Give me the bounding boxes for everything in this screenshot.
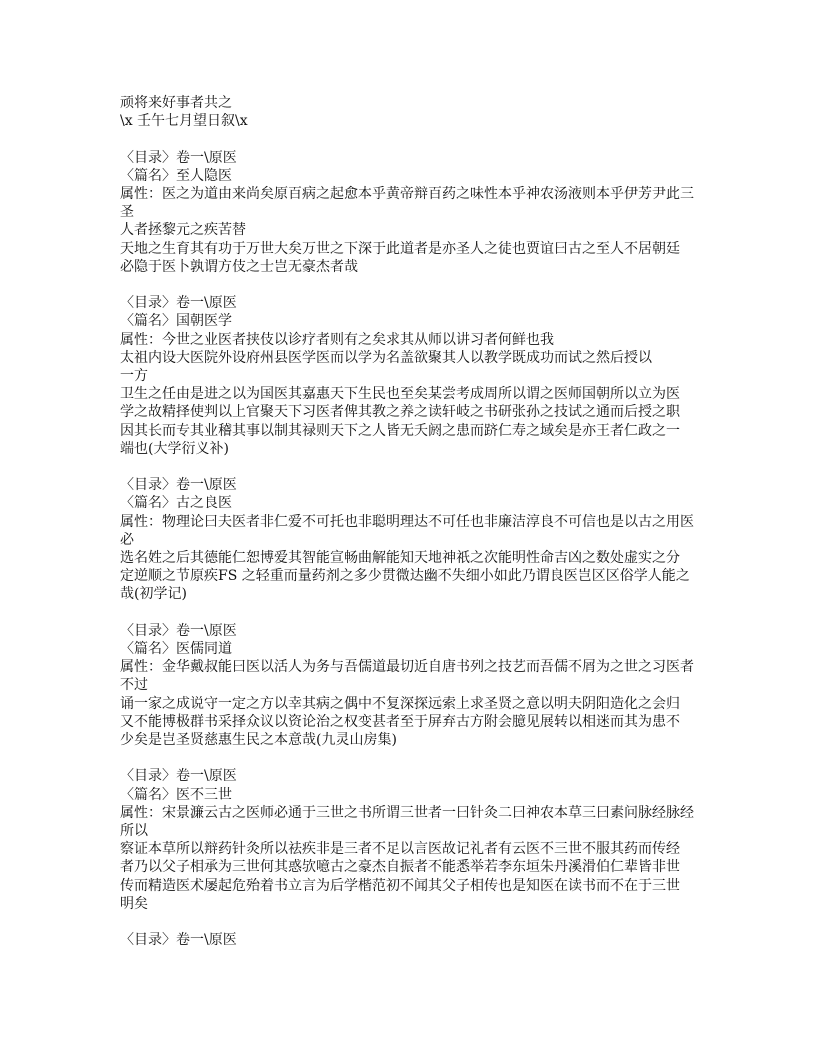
entry-catalog: 〈目录〉卷一\原医 [120, 622, 237, 639]
entry-title: 〈篇名〉至人隐医 [120, 167, 232, 184]
entry-catalog: 〈目录〉卷一\原医 [120, 149, 237, 166]
entry-title: 〈篇名〉国朝医学 [120, 313, 232, 330]
entry-catalog: 〈目录〉卷一\原医 [120, 768, 237, 785]
entry-body-line: 定逆顺之节原疾FS 之轻重而量药剂之多少贯微达幽不失细小如此乃谓良医岂区区俗学人能之 [120, 568, 690, 585]
entry-body-line: 传而精造医术屡起危殆着书立言为后学楷范初不闻其父子相传也是知医在读书而不在于三世 [120, 877, 680, 894]
entry-body-line: 天地之生育其有功于万世大矣万世之下深于此道者是亦圣人之徒也贾谊曰古之至人不居朝廷 [120, 240, 680, 257]
entry-body-line: 者乃以父子相承为三世何其惑欤噫古之豪杰自振者不能悉举若李东垣朱丹溪滑伯仁辈皆非世 [120, 859, 680, 876]
blank-line [120, 913, 720, 931]
entry-body-line: 属性：金华戴叔能曰医以活人为务与吾儒道最切近自唐书列之技艺而吾儒不屑为之世之习医者 [120, 659, 694, 676]
entry-body-line: 又不能博极群书采择众议以资论治之权变甚者至于屏弃古方附会臆见展转以相迷而其为患不 [120, 713, 680, 730]
entry-catalog: 〈目录〉卷一\原医 [120, 295, 237, 312]
entry-body-line: 端也(大学衍义补) [120, 440, 229, 457]
entry-body-line: 少矣是岂圣贤慈惠生民之本意哉(九灵山房集) [120, 732, 397, 749]
entry-title: 〈篇名〉古之良医 [120, 495, 232, 512]
document-page [120, 94, 720, 949]
blank-line [120, 749, 720, 767]
entry-body-line: 属性：医之为道由来尚矣原百病之起愈本乎黄帝辩百药之味性本乎神农汤液则本乎伊芳尹此三 [120, 186, 694, 202]
entry-body-line: 诵一家之成说守一定之方以幸其病之偶中不复深探远索上求圣贤之意以明夫阴阳造化之会归 [120, 695, 680, 712]
entry-catalog: 〈目录〉卷一\原医 [120, 477, 237, 494]
blank-line [120, 276, 720, 294]
entry-body-line: 圣 [120, 204, 134, 221]
blank-line [120, 604, 720, 622]
header-line: \x 壬午七月望日叙\x [120, 113, 248, 130]
entry-body-line: 不过 [120, 677, 148, 694]
entry-title: 〈篇名〉医儒同道 [120, 641, 232, 658]
entry-body-line: 学之故精择使判以上官聚天下习医者俾其教之养之读轩岐之书研张孙之技试之通而后授之职 [120, 404, 680, 421]
entry-title: 〈篇名〉医不三世 [120, 786, 232, 803]
entry-body-line: 属性：宋景濂云古之医师必通于三世之书所谓三世者一曰针灸二曰神农本草三曰素问脉经脉经 [120, 804, 694, 821]
entry-body-line: 所以 [120, 823, 148, 840]
entry-body-line: 必隐于医卜孰谓方伎之士岂无豪杰者哉 [120, 258, 358, 275]
entry-body-line: 属性：物理论曰夫医者非仁爱不可托也非聪明理达不可任也非廉洁淳良不可信也是以古之用医 [120, 513, 694, 530]
entry-body-line: 人者拯黎元之疾苦替 [120, 222, 246, 239]
entry-body-line: 选名姓之后其德能仁恕博爱其智能宣畅曲解能知天地神祇之次能明性命吉凶之数处虚实之分 [120, 550, 680, 567]
entry-body-line: 属性：今世之业医者挟伎以诊疗者则有之矣求其从师以讲习者何鲜也我 [120, 331, 554, 348]
entry-body-line: 太祖内设大医院外设府州县医学医而以学为名盖欲聚其人以教学既成功而试之然后授以 [120, 349, 652, 366]
entry-body-line: 卫生之任由是进之以为国医其嘉惠天下生民也至矣某尝考成周所以谓之医师国朝所以立为医 [120, 386, 680, 403]
entry-body-line: 明矣 [120, 895, 148, 912]
entry-body-line: 一方 [120, 368, 148, 385]
entry-body-line: 必 [120, 531, 134, 548]
entry-body-line: 察证本草所以辩药针灸所以祛疾非是三者不足以言医故记礼者有云医不三世不服其药而传经 [120, 841, 680, 858]
blank-line [120, 130, 720, 148]
entry-body-line: 哉(初学记) [120, 586, 187, 603]
header-line: 顽将来好事者共之 [120, 95, 232, 111]
blank-line [120, 458, 720, 476]
entry-body-line: 因其长而专其业稽其事以制其禄则天下之人皆无夭阏之患而跻仁寿之域矣是亦王者仁政之一 [120, 422, 680, 439]
entry-catalog: 〈目录〉卷一\原医 [120, 932, 237, 949]
